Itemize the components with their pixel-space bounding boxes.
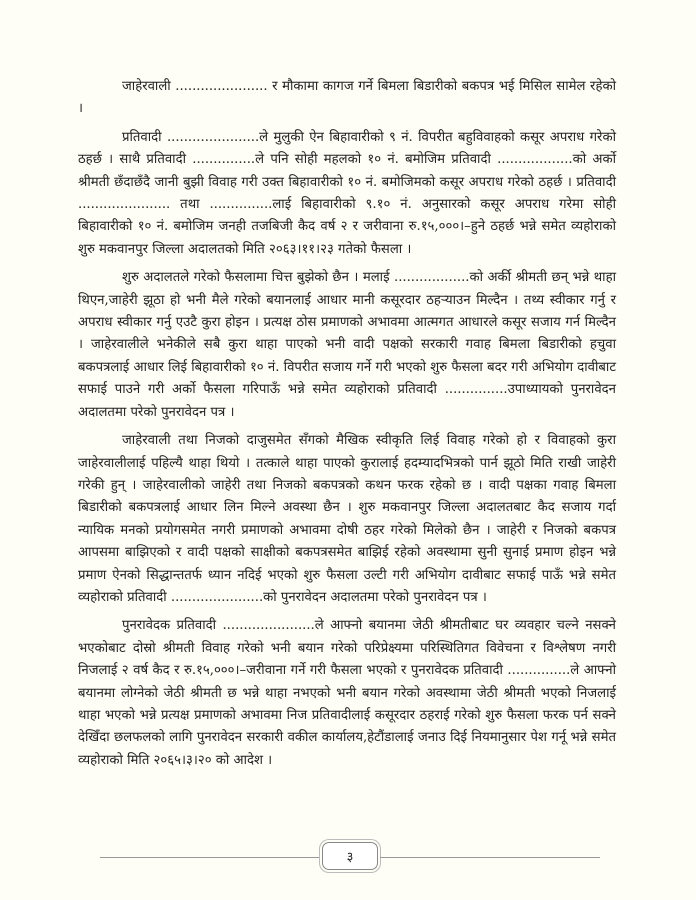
footer-rule-left (100, 857, 320, 858)
page-number: ३ (322, 842, 378, 870)
paragraph-4: जाहेरवाली तथा निजको दाजुसमेत सँगको मैखिक स्वीकृति लिई विवाह गरेको हो र विवाहको कुरा जाहेरवालीलाई पहिल्यै थाहा थियो । तत्काले थाहा पाएको कुरालाई हदम्यादभित्रको पार्न झूठो मिति राखी जाहेरी गरेकी हुन् । जाहेरवालीको जाहेरी तथा निजको बकपत्रको कथन फरक रहेको छ । वादी पक्षका गवाह बिमला बिडारीको बकपत्रलाई आधार लिन मिल्ने अवस्था छैन । शुरु मकवानपुर जिल्ला अदालतबाट कैद सजाय गर्दा न्यायिक मनको प्रयोगसमेत नगरी प्रमाणको अभावमा दोषी ठहर गरेको मिलेको छैन । जाहेरी र निजको बकपत्र आपसमा बाझिएको र वादी पक्षको साक्षीको बकपत्रसमेत बाझिई रहेको अवस्थामा सुनी सुनाई प्रमाण होइन भन्ने प्रमाण ऐनको सिद्धान्ततर्फ ध्यान नदिई भएको शुरु फैसला उल्टी गरी अभियोग दावीबाट सफाई पाऊँ भन्ने समेत व्यहोराको प्रतिवादी ......................को पुनरावेदन अदालतमा परेको पुनरावेदन पत्र । (78, 433, 616, 605)
document-body (78, 76, 616, 778)
page-footer (100, 842, 600, 872)
paragraph-2: प्रतिवादी ......................ले मुलुकी ऐन बिहावारीको ९ नं. विपरीत बहुविवाहको कसूर अपराध गरेको ठहर्छ । साथै प्रतिवादी ...............ले पनि सोही महलको १० नं. बमोजिम प्रतिवादी ..................को अर्को श्रीमती छँदाछँदै जानी बुझी विवाह गरी उक्त बिहावारीको १० नं. बमोजिमको कसूर अपराध गरेको ठहर्छ । प्रतिवादी ...................... तथा ...............लाई बिहावारीको ९.१० नं. अनुसारको कसूर अपराध गरेमा सोही बिहावारीको १० नं. बमोजिम जनही तजबिजी कैद वर्ष २ र जरीवाना रु.१५,०००।–हुने ठहर्छ भन्ने समेत व्यहोराको शुरु मकवानपुर जिल्ला अदालतको मिति २०६३।११।२३ गतेको फैसला । (78, 129, 616, 257)
paragraph-1: जाहेरवाली ...................... र मौकामा कागज गर्ने बिमला बिडारीको बकपत्र भई मिसिल सामेल रहेको । (78, 79, 616, 117)
paragraph-3: शुरु अदालतले गरेको फैसलामा चित्त बुझेको छैन । मलाई ..................को अर्की श्रीमती छन् भन्ने थाहा थिएन,जाहेरी झूठा हो भनी मैले गरेको बयानलाई आधार मानी कसूरदार ठहऱ्याउन मिल्दैन । तथ्य स्वीकार गर्नु र अपराध स्वीकार गर्नु एउटै कुरा होइन । प्रत्यक्ष ठोस प्रमाणको अभावमा आत्मगत आधारले कसूर सजाय गर्न मिल्दैन । जाहेरवालीले भनेकीले सबै कुरा थाहा पाएको भनी वादी पक्षको सरकारी गवाह बिमला बिडारीको हचुवा बकपत्रलाई आधार लिई बिहावारीको १० नं. विपरीत सजाय गर्ने गरी भएको शुरु फैसला बदर गरी अभियोग दावीबाट सफाई पाउने गरी अर्को फैसला गरिपाऊँ भन्ने समेत व्यहोराको प्रतिवादी ...............उपाध्यायको पुनरावेदन अदालतमा परेको पुनरावेदन पत्र । (78, 270, 616, 420)
paragraph-5: पुनरावेदक प्रतिवादी ......................ले आफ्नो बयानमा जेठी श्रीमतीबाट घर व्यवहार चल्ने नसक्ने भएकोबाट दोस्रो श्रीमती विवाह गरेको भनी बयान गरेको परिप्रेक्ष्यमा परिस्थितिगत विवेचना र विश्लेषण नगरी निजलाई २ वर्ष कैद र रु.१५,०००।–जरीवाना गर्ने गरी फैसला भएको र पुनरावेदक प्रतिवादी ...............ले आफ्नो बयानमा लोग्नेको जेठी श्रीमती छ भन्ने थाहा नभएको भनी बयान गरेको अवस्थामा जेठी श्रीमती भएको निजलाई थाहा भएको भन्ने प्रत्यक्ष प्रमाणको अभावमा निज प्रतिवादीलाई कसूरदार ठहराई गरेको शुरु फैसला फरक पर्न सक्ने देखिँदा छलफलको लागि पुनरावेदन सरकारी वकील कार्यालय,हेटौंडालाई जनाउ दिई नियमानुसार पेश गर्नू भन्ने समेत व्यहोराको मिति २०६५।३।२० को आदेश । (78, 618, 616, 768)
footer-rule-right (380, 857, 600, 858)
